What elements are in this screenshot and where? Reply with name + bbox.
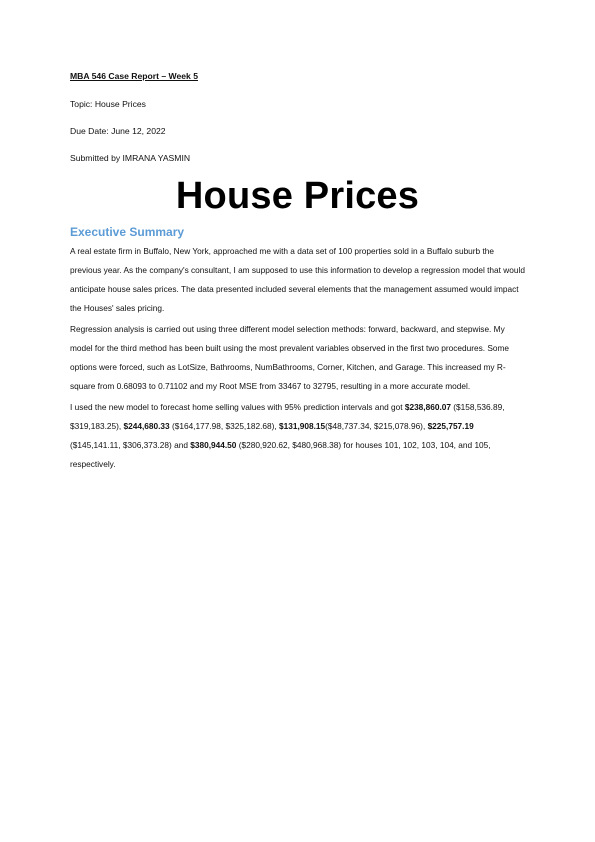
forecast-value-house-102: $244,680.33 (123, 421, 170, 431)
section-heading: Executive Summary (70, 225, 185, 239)
topic-line: Topic: House Prices (70, 99, 146, 109)
forecast-intro: I used the new model to forecast home selling values with 95% prediction intervals and got (70, 402, 405, 412)
forecast-value-house-104: $225,757.19 (427, 421, 474, 431)
forecast-interval-house-105: ($280,920.62, $480,968.38) for houses 101, 102, 103, 104, and 105, respectively. (70, 440, 491, 469)
forecast-interval-house-101: ($158,536.89, $319,183.25), (70, 402, 505, 431)
forecast-interval-house-102: ($164,177.98, $325,182.68), (169, 421, 279, 431)
submitted-by-line: Submitted by IMRANA YASMIN (70, 153, 191, 163)
forecast-value-house-105: $380,944.50 (190, 440, 237, 450)
document-title: House Prices (175, 175, 420, 217)
summary-paragraph-3 (70, 398, 525, 474)
forecast-value-house-103: $131,908.15 (279, 421, 326, 431)
forecast-interval-house-103: ($48,737.34, $215,078.96), (325, 421, 428, 431)
course-title: MBA 546 Case Report – Week 5 (70, 71, 199, 81)
summary-paragraph-2: Regression analysis is carried out using three different model selection methods: forward, backward, and stepwise. My model for the third method has been built using the most prevalent variables observed in the first two procedures. Some options were forced, such as LotSize, Bathrooms, NumBathrooms, Corner, Kitchen, and Garage. This increased my R-square from 0.68093 to 0.71102 and my Root MSE from 33467 to 32795, resulting in a more accurate model. (70, 324, 510, 391)
forecast-value-house-101: $238,860.07 (404, 402, 451, 412)
summary-paragraph-1: A real estate firm in Buffalo, New York, approached me with a data set of 100 properties sold in a Buffalo suburb the previous year. As the company's consultant, I am supposed to use this information to develop a regression model that would anticipate house sales prices. The data presented included several elements that the management assumed would impact the Houses' sales pricing. (70, 246, 525, 313)
document-content (70, 70, 525, 476)
due-date-line: Due Date: June 12, 2022 (70, 126, 166, 136)
forecast-interval-house-104: ($145,141.11, $306,373.28) and (70, 440, 191, 450)
